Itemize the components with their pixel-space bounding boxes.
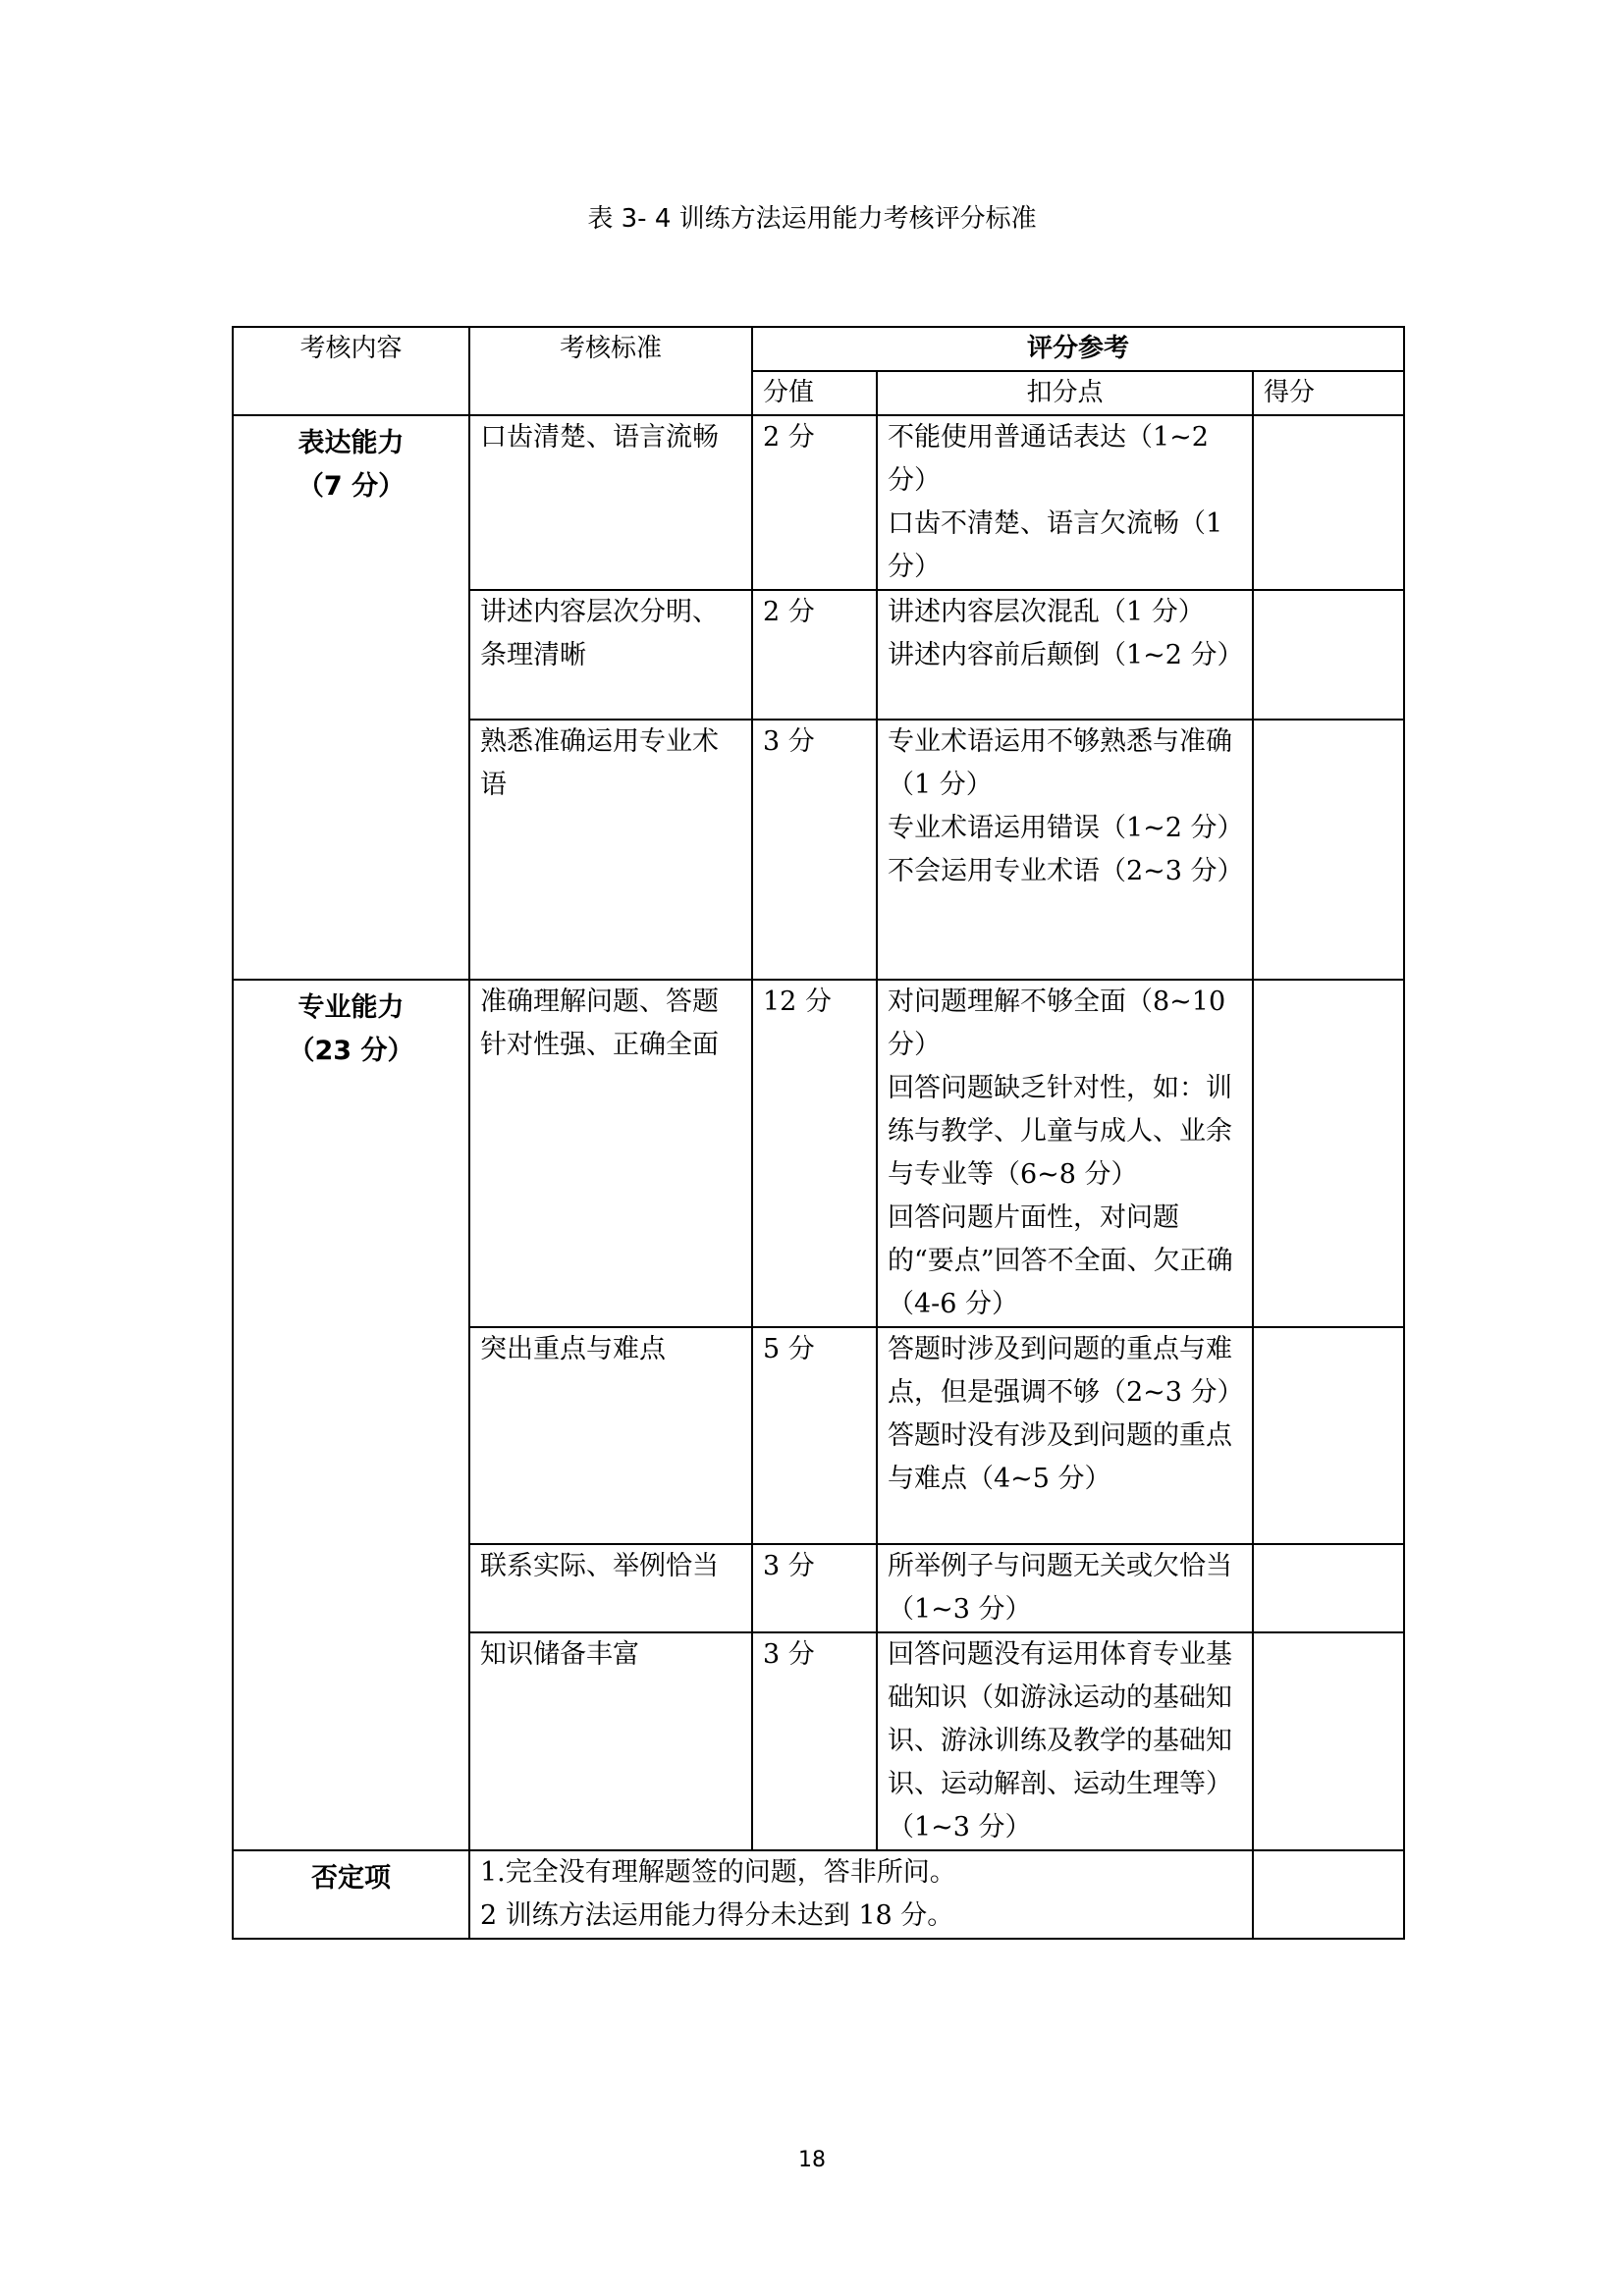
score-cell (1253, 590, 1404, 720)
standard-cell: 讲述内容层次分明、条理清晰 (469, 590, 752, 720)
score-cell (1253, 1632, 1404, 1850)
score-cell (1253, 1544, 1404, 1632)
section-sub: （23 分） (288, 1036, 414, 1066)
standard-cell: 突出重点与难点 (469, 1327, 752, 1544)
points-cell: 2 分 (752, 590, 877, 720)
deduction-item: 回答问题没有运用体育专业基础知识（如游泳运动的基础知识、游泳训练及教学的基础知识、运动解剖、运动生理等）（1~3 分） (888, 1639, 1232, 1842)
table-row (233, 980, 1404, 1327)
section-name: 表达能力 (298, 428, 405, 458)
points-cell: 3 分 (752, 720, 877, 980)
header-points: 分值 (752, 371, 877, 415)
veto-item: 1.完全没有理解题签的问题，答非所问。 (480, 1857, 956, 1888)
section-expression (233, 415, 469, 980)
table-title: 表 3- 4 训练方法运用能力考核评分标准 (587, 204, 1037, 234)
deductions-cell (877, 415, 1253, 590)
table-row (233, 415, 1404, 590)
veto-label: 否定项 (233, 1850, 469, 1939)
points-cell: 3 分 (752, 1632, 877, 1850)
deduction-item: 回答问题缺乏针对性，如：训练与教学、儿童与成人、业余与专业等（6~8 分） (888, 1073, 1232, 1190)
standard-cell: 联系实际、举例恰当 (469, 1544, 752, 1632)
score-cell (1253, 720, 1404, 980)
score-cell (1253, 1850, 1404, 1939)
header-deductions: 扣分点 (877, 371, 1253, 415)
deduction-item: 不能使用普通话表达（1~2 分） (888, 422, 1209, 496)
deduction-item: 答题时没有涉及到问题的重点与难点（4~5 分） (888, 1420, 1232, 1494)
scoring-table (232, 326, 1405, 1940)
page-number: 18 (798, 2148, 826, 2172)
score-cell (1253, 1327, 1404, 1544)
header-standard: 考核标准 (469, 327, 752, 415)
standard-cell: 知识储备丰富 (469, 1632, 752, 1850)
veto-items (469, 1850, 1253, 1939)
score-cell (1253, 415, 1404, 590)
points-cell: 12 分 (752, 980, 877, 1327)
deductions-cell (877, 1327, 1253, 1544)
deduction-item: 口齿不清楚、语言欠流畅（1 分） (888, 508, 1223, 582)
deduction-item: 回答问题片面性，对问题的“要点”回答不全面、欠正确（4-6 分） (888, 1202, 1233, 1319)
deduction-item: 专业术语运用不够熟悉与准确（1 分） (888, 726, 1232, 800)
standard-cell: 熟悉准确运用专业术语 (469, 720, 752, 980)
deductions-cell (877, 590, 1253, 720)
header-reference: 评分参考 (752, 327, 1404, 371)
points-cell: 2 分 (752, 415, 877, 590)
deduction-item: 讲述内容前后颠倒（1~2 分） (888, 640, 1244, 670)
veto-item: 2 训练方法运用能力得分未达到 18 分。 (480, 1900, 954, 1931)
header-content: 考核内容 (233, 327, 469, 415)
deduction-item: 对问题理解不够全面（8~10 分） (888, 987, 1226, 1060)
deductions-cell (877, 1632, 1253, 1850)
section-name: 专业能力 (298, 992, 405, 1023)
deductions-cell (877, 980, 1253, 1327)
deductions-cell (877, 720, 1253, 980)
table-row (233, 1850, 1404, 1939)
section-professional (233, 980, 469, 1850)
standard-cell: 准确理解问题、答题针对性强、正确全面 (469, 980, 752, 1327)
deduction-item: 答题时涉及到问题的重点与难点，但是强调不够（2~3 分） (888, 1334, 1244, 1408)
deduction-item: 所举例子与问题无关或欠恰当（1~3 分） (888, 1551, 1232, 1625)
standard-cell: 口齿清楚、语言流畅 (469, 415, 752, 590)
points-cell: 3 分 (752, 1544, 877, 1632)
section-sub: （7 分） (297, 471, 406, 502)
deduction-item: 专业术语运用错误（1~2 分） (888, 813, 1244, 843)
score-cell (1253, 980, 1404, 1327)
points-cell: 5 分 (752, 1327, 877, 1544)
deductions-cell (877, 1544, 1253, 1632)
header-score: 得分 (1253, 371, 1404, 415)
deduction-item: 不会运用专业术语（2~3 分） (888, 856, 1244, 886)
deduction-item: 讲述内容层次混乱（1 分） (888, 597, 1205, 627)
